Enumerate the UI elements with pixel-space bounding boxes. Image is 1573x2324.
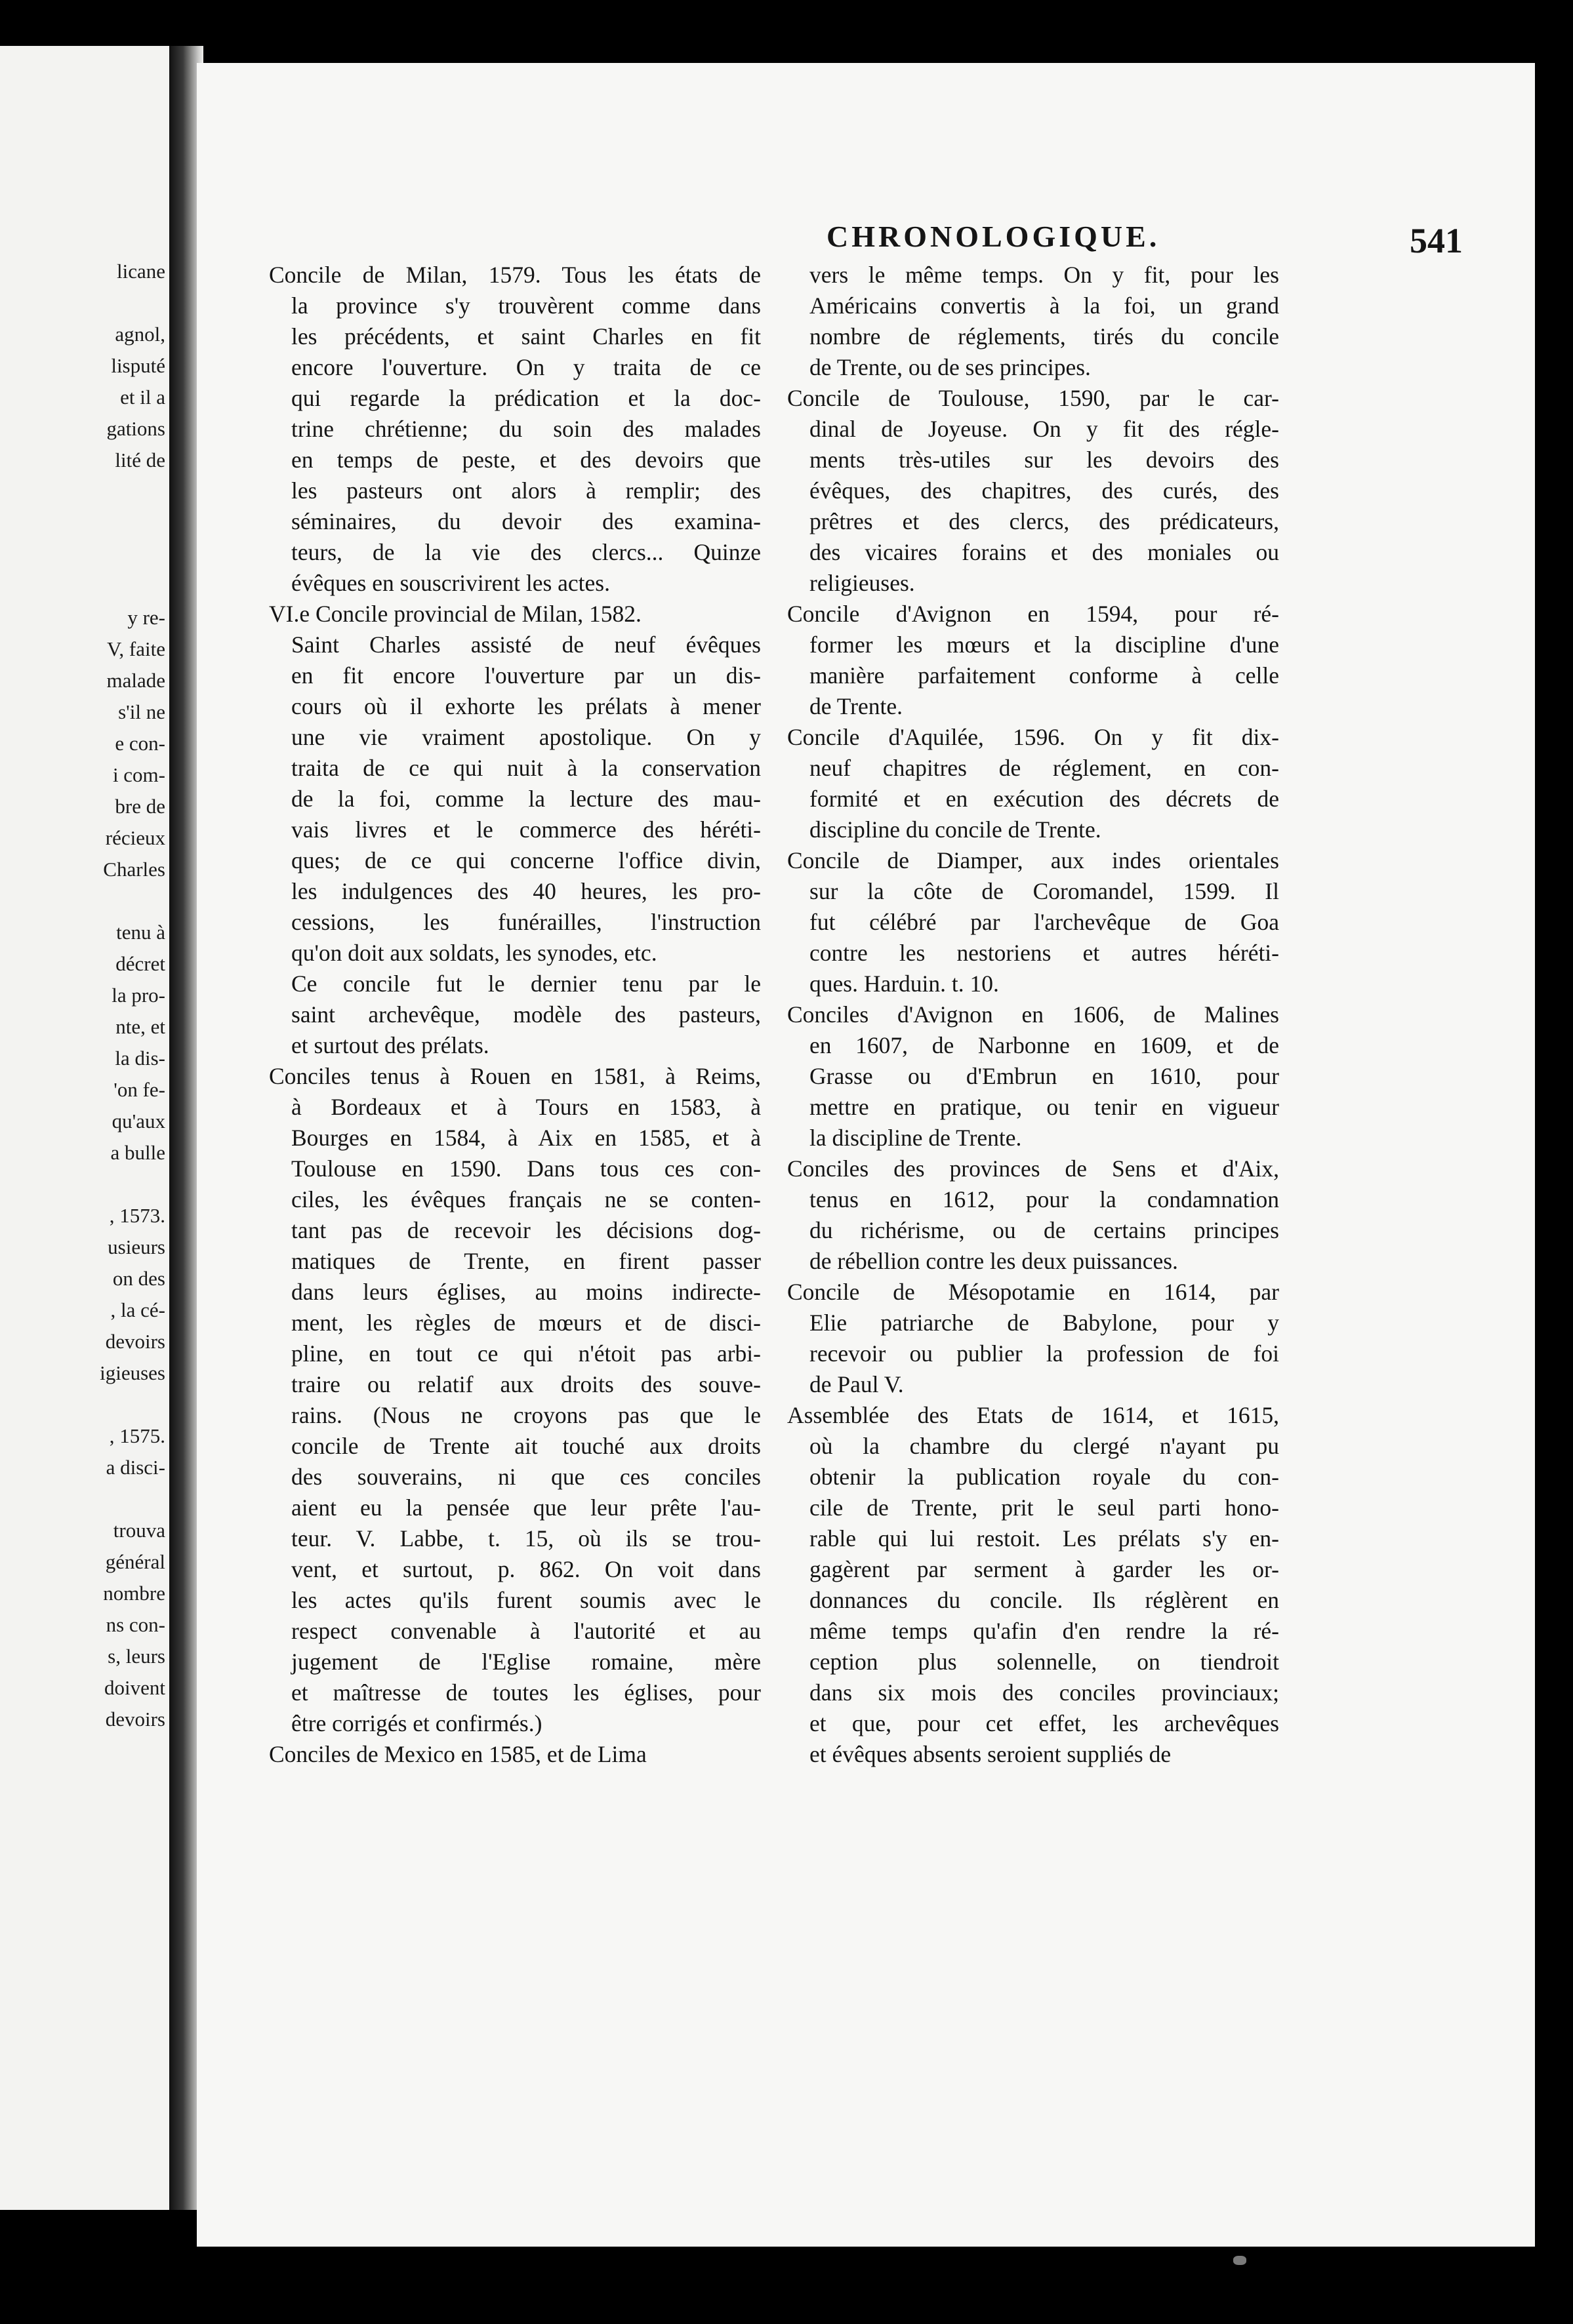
text-line: Bourges en 1584, à Aix en 1585, et à <box>291 1125 761 1151</box>
text-line: la province s'y trouvèrent comme dans <box>291 292 761 319</box>
text-line: Américains convertis à la foi, un grand <box>809 292 1279 319</box>
entry-first-line: Concile d'Aquilée, 1596. On y fit dix- <box>787 724 1279 750</box>
text-line: ciles, les évêques français ne se conten- <box>291 1186 761 1212</box>
text-line: dans six mois des conciles provinciaux; <box>809 1679 1279 1706</box>
facing-page-text-line: et il a <box>120 386 165 409</box>
text-line: religieuses. <box>809 570 915 596</box>
facing-page-text-line: on des <box>112 1267 165 1290</box>
text-line: les précédents, et saint Charles en fit <box>291 323 761 350</box>
facing-page-fragment <box>0 46 169 2210</box>
entry-first-line: Conciles tenus à Rouen en 1581, à Reims, <box>269 1063 761 1089</box>
text-line: du richérisme, ou de certains principes <box>809 1217 1279 1243</box>
facing-page-text-line: e con- <box>115 732 165 755</box>
text-line: trine chrétienne; du soin des malades <box>291 416 761 442</box>
text-line: les actes qu'ils furent soumis avec le <box>291 1587 761 1613</box>
facing-page-text-line: gations <box>106 417 165 440</box>
text-line: tant pas de recevoir les décisions dog- <box>291 1217 761 1243</box>
facing-page-text-line: lité de <box>115 449 165 471</box>
text-line: et maîtresse de toutes les églises, pour <box>291 1679 761 1706</box>
text-line: teurs, de la vie des clercs... Quinze <box>291 539 761 565</box>
entry-first-line: Concile d'Avignon en 1594, pour ré- <box>787 601 1279 627</box>
entry-first-line: Concile de Toulouse, 1590, par le car- <box>787 385 1279 411</box>
entry-first-line: Conciles de Mexico en 1585, et de Lima <box>269 1741 647 1767</box>
text-line: donnances du concile. Ils réglèrent en <box>809 1587 1279 1613</box>
text-line: formité et en exécution des décrets de <box>809 786 1279 812</box>
facing-page-text-line: s, leurs <box>108 1645 165 1668</box>
facing-page-text-line: s'il ne <box>118 700 165 723</box>
text-line: de Trente. <box>809 693 903 719</box>
entry-first-line: Conciles des provinces de Sens et d'Aix, <box>787 1155 1279 1182</box>
text-line: recevoir ou publier la profession de foi <box>809 1340 1279 1367</box>
text-line: la discipline de Trente. <box>809 1125 1022 1151</box>
text-line: encore l'ouverture. On y traita de ce <box>291 354 761 380</box>
facing-page-text-line: doivent <box>104 1676 165 1699</box>
text-line: Toulouse en 1590. Dans tous ces con- <box>291 1155 761 1182</box>
text-line: en 1607, de Narbonne en 1609, et de <box>809 1032 1279 1058</box>
text-line: des souverains, ni que ces conciles <box>291 1464 761 1490</box>
running-head <box>610 219 1463 258</box>
text-line: être corrigés et confirmés.) <box>291 1710 542 1736</box>
facing-page-text-line: y re- <box>127 606 165 629</box>
book-page <box>197 63 1535 2247</box>
facing-page-text-line: devoirs <box>105 1708 165 1731</box>
text-line: Elie patriarche de Babylone, pour y <box>809 1310 1279 1336</box>
page-number: 541 <box>1410 221 1463 260</box>
text-line: ques. Harduin. t. 10. <box>809 971 999 997</box>
text-line: obtenir la publication royale du con- <box>809 1464 1279 1490</box>
text-line: teur. V. Labbe, t. 15, où ils se trou- <box>291 1525 761 1552</box>
facing-page-text-line: , 1575. <box>109 1424 165 1447</box>
scan-artifact <box>1233 2256 1246 2265</box>
text-line: séminaires, du devoir des examina- <box>291 508 761 534</box>
facing-page-text-line: licane <box>116 260 165 283</box>
text-line: concile de Trente ait touché aux droits <box>291 1433 761 1459</box>
running-title: CHRONOLOGIQUE. <box>827 220 1160 253</box>
text-line: cessions, les funérailles, l'instruction <box>291 909 761 935</box>
text-line: Saint Charles assisté de neuf évêques <box>291 631 761 658</box>
entry-first-line: Concile de Mésopotamie en 1614, par <box>787 1279 1279 1305</box>
text-line: ments très-utiles sur les devoirs des <box>809 447 1279 473</box>
text-line: des vicaires forains et des moniales ou <box>809 539 1279 565</box>
text-line: cours où il exhorte les prélats à mener <box>291 693 761 719</box>
facing-page-text-line: igieuses <box>100 1361 165 1384</box>
facing-page-text-line: la dis- <box>115 1047 165 1070</box>
text-line: les pasteurs ont alors à remplir; des <box>291 477 761 504</box>
text-line: vers le même temps. On y fit, pour les <box>809 262 1279 288</box>
facing-page-text-line: malade <box>106 669 165 692</box>
facing-page-text-line: la pro- <box>112 984 165 1007</box>
facing-page-text-line: , 1573. <box>109 1204 165 1227</box>
entry-first-line: Concile de Milan, 1579. Tous les états de <box>269 262 761 288</box>
text-line: et évêques absents seroient suppliés de <box>809 1741 1172 1767</box>
entry-first-line: VI.e Concile provincial de Milan, 1582. <box>269 601 642 627</box>
text-line: neuf chapitres de réglement, en con- <box>809 755 1279 781</box>
text-line: Grasse ou d'Embrun en 1610, pour <box>809 1063 1279 1089</box>
facing-page-text-line: a disci- <box>106 1456 165 1479</box>
entry-first-line: Concile de Diamper, aux indes orientales <box>787 847 1279 873</box>
facing-page-text-line: trouva <box>113 1519 165 1542</box>
text-line: où la chambre du clergé n'ayant pu <box>809 1433 1279 1459</box>
facing-page-text-line: i com- <box>112 763 165 786</box>
text-line: matiques de Trente, en firent passer <box>291 1248 761 1274</box>
facing-page-text-line: a bulle <box>110 1141 165 1164</box>
entry-first-line: Conciles d'Avignon en 1606, de Malines <box>787 1001 1279 1028</box>
text-line: ques; de ce qui concerne l'office divin, <box>291 847 761 873</box>
facing-page-text-line: qu'aux <box>112 1110 165 1132</box>
text-line: mettre en pratique, ou tenir en vigueur <box>809 1094 1279 1120</box>
text-line: prêtres et des clercs, des prédicateurs, <box>809 508 1279 534</box>
facing-page-text-line: nombre <box>103 1582 165 1605</box>
facing-page-text-line: lisputé <box>111 354 165 377</box>
text-line: de Trente, ou de ses principes. <box>809 354 1091 380</box>
text-line: même temps qu'afin d'en rendre la ré- <box>809 1618 1279 1644</box>
text-line: jugement de l'Eglise romaine, mère <box>291 1649 761 1675</box>
text-line: respect convenable à l'autorité et au <box>291 1618 761 1644</box>
text-line: former les mœurs et la discipline d'une <box>809 631 1279 658</box>
text-line: de rébellion contre les deux puissances. <box>809 1248 1178 1274</box>
text-line: ment, les règles de mœurs et de disci- <box>291 1310 761 1336</box>
text-line: aient eu la pensée que leur prête l'au- <box>291 1494 761 1521</box>
facing-page-text-line: agnol, <box>115 323 165 346</box>
facing-page-text-line: V, faite <box>107 637 165 660</box>
facing-page-text-line: Charles <box>103 858 165 881</box>
text-line: Ce concile fut le dernier tenu par le <box>291 971 761 997</box>
text-line: tenus en 1612, pour la condamnation <box>809 1186 1279 1212</box>
facing-page-text-line: nte, et <box>115 1015 165 1038</box>
text-line: vais livres et le commerce des héréti- <box>291 816 761 843</box>
facing-page-text-line: général <box>105 1550 165 1573</box>
text-line: une vie vraiment apostolique. On y <box>291 724 761 750</box>
text-line: qui regarde la prédication et la doc- <box>291 385 761 411</box>
text-line: en temps de peste, et des devoirs que <box>291 447 761 473</box>
facing-page-text-line: récieux <box>105 826 165 849</box>
text-line: rable qui lui restoit. Les prélats s'y en- <box>809 1525 1279 1552</box>
text-line: nombre de réglements, tirés du concile <box>809 323 1279 350</box>
facing-page-text-line: , la cé- <box>110 1298 165 1321</box>
text-line: de la foi, comme la lecture des mau- <box>291 786 761 812</box>
text-line: de Paul V. <box>809 1371 904 1397</box>
text-line: gagèrent par serment à garder les or- <box>809 1556 1279 1582</box>
text-line: dinal de Joyeuse. On y fit des régle- <box>809 416 1279 442</box>
text-line: évêques, des chapitres, des curés, des <box>809 477 1279 504</box>
text-line: évêques en souscrivirent les actes. <box>291 570 610 596</box>
text-line: discipline du concile de Trente. <box>809 816 1101 843</box>
text-line: vent, et surtout, p. 862. On voit dans <box>291 1556 761 1582</box>
text-line: traire ou relatif aux droits des souve- <box>291 1371 761 1397</box>
text-line: traita de ce qui nuit à la conservation <box>291 755 761 781</box>
facing-page-text-line: décret <box>115 952 165 975</box>
facing-page-text-line: ns con- <box>106 1613 165 1636</box>
facing-page-text-line: usieurs <box>108 1235 165 1258</box>
facing-page-text-line: bre de <box>115 795 165 818</box>
text-line: pline, en tout ce qui n'étoit pas arbi- <box>291 1340 761 1367</box>
text-line: en fit encore l'ouverture par un dis- <box>291 662 761 689</box>
text-line: à Bordeaux et à Tours en 1583, à <box>291 1094 761 1120</box>
text-line: contre les nestoriens et autres héréti- <box>809 940 1279 966</box>
text-line: et surtout des prélats. <box>291 1032 489 1058</box>
text-line: sur la côte de Coromandel, 1599. Il <box>809 878 1279 904</box>
text-line: et que, pour cet effet, les archevêques <box>809 1710 1279 1736</box>
text-line: les indulgences des 40 heures, les pro- <box>291 878 761 904</box>
text-line: fut célébré par l'archevêque de Goa <box>809 909 1279 935</box>
text-line: manière parfaitement conforme à celle <box>809 662 1279 689</box>
text-line: dans leurs églises, au moins indirecte- <box>291 1279 761 1305</box>
text-line: rains. (Nous ne croyons pas que le <box>291 1402 761 1428</box>
facing-page-text-line: 'on fe- <box>113 1078 165 1101</box>
facing-page-text-line: tenu à <box>116 921 165 944</box>
text-line: cile de Trente, prit le seul parti hono- <box>809 1494 1279 1521</box>
text-line: ception plus solennelle, on tiendroit <box>809 1649 1279 1675</box>
text-line: saint archevêque, modèle des pasteurs, <box>291 1001 761 1028</box>
right-column <box>787 260 1279 1770</box>
left-column <box>269 260 761 1770</box>
entry-first-line: Assemblée des Etats de 1614, et 1615, <box>787 1402 1279 1428</box>
facing-page-text-line: devoirs <box>105 1330 165 1353</box>
text-line: qu'on doit aux soldats, les synodes, etc. <box>291 940 657 966</box>
